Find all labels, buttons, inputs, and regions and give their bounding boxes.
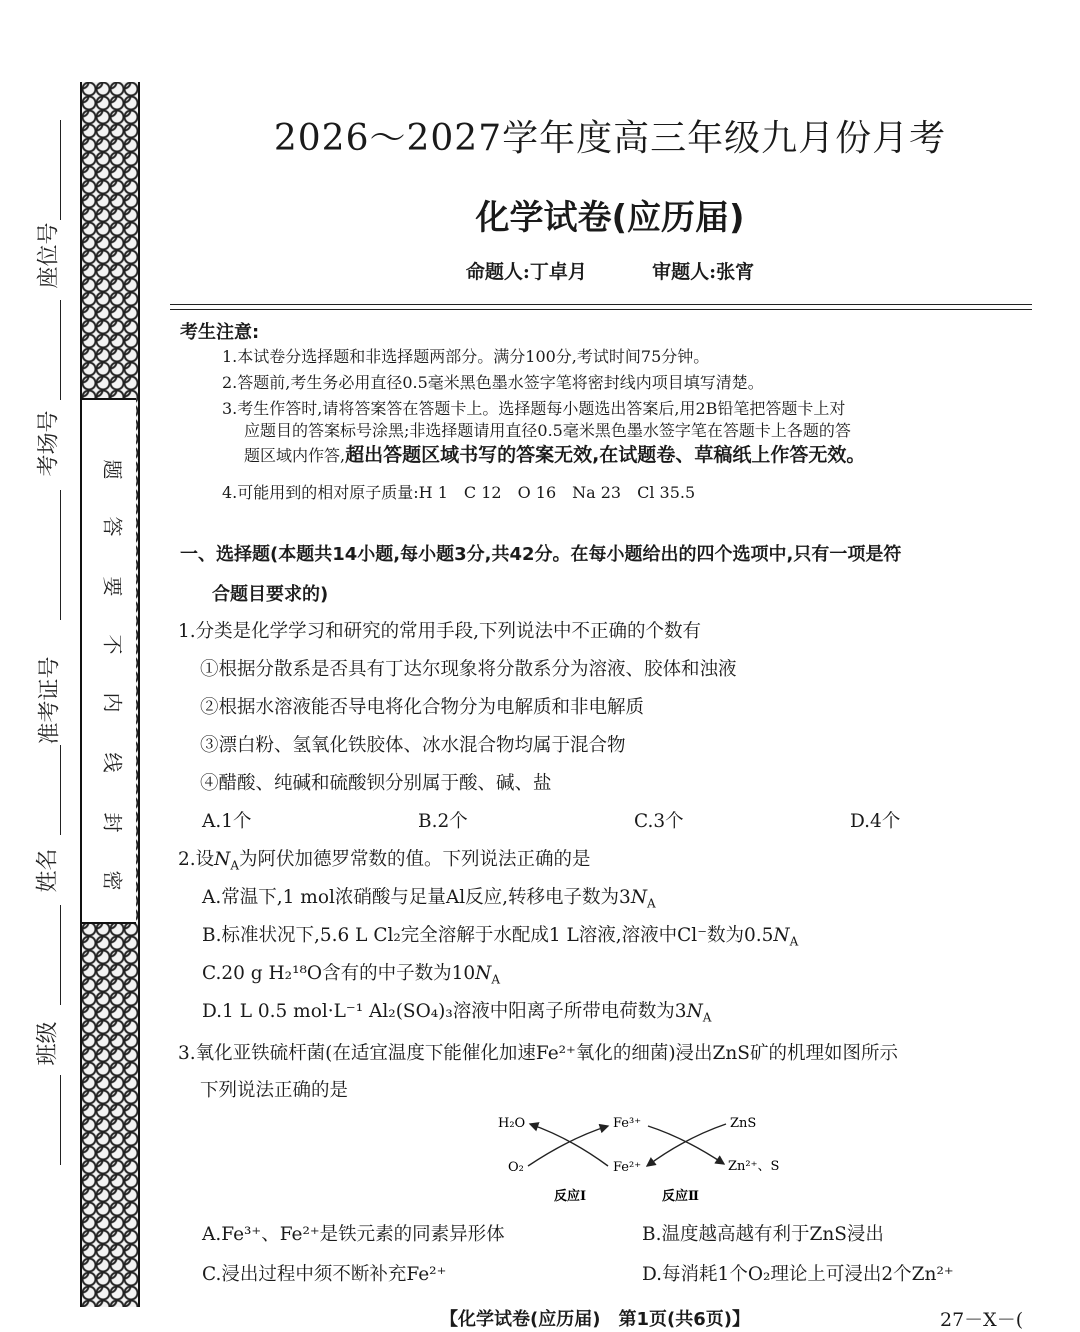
seat-fill-line (60, 120, 61, 220)
q2-stem-pre: 2.设 (178, 849, 215, 870)
notice-item: 3.考生作答时,请将答案答在答题卡上。选择题每小题选出答案后,用2B铅笔把答题卡上对 (222, 399, 846, 418)
diagram-o2: O₂ (508, 1160, 524, 1175)
question-2-stem (178, 845, 591, 871)
class-label: 班级 (35, 1021, 61, 1066)
notice-item: 2.答题前,考生务必用直径0.5毫米黑色墨水签字笔将密封线内项目填写清楚。 (222, 373, 764, 392)
question-1-option-b: B.2个 (418, 811, 468, 832)
seal-char: 线 (100, 752, 125, 773)
seal-char: 要 (100, 576, 125, 597)
seal-char: 内 (100, 692, 125, 713)
paper-code: 27－X－( (940, 1309, 1024, 1331)
diagram-fe3: Fe³⁺ (613, 1116, 642, 1131)
room-number-label: 考场号 (36, 410, 62, 477)
name-fill-line (60, 745, 61, 835)
na-symbol: N (773, 925, 790, 946)
diagram-fe2: Fe²⁺ (613, 1160, 642, 1175)
seal-char: 题 (100, 459, 125, 480)
question-3-option-d: D.每消耗1个O₂理论上可浸出2个Zn²⁺ (642, 1264, 954, 1285)
notice-heading: 考生注意: (180, 322, 260, 343)
q2-option-b-text: B.标准状况下,5.6 L Cl₂完全溶解于水配成1 L溶液,溶液中Cl⁻数为0.5 (202, 925, 774, 946)
section-heading: 一、选择题(本题共14小题,每小题3分,共42分。在每小题给出的四个选项中,只有一项是符 (180, 544, 902, 565)
question-3-option-c: C.浸出过程中须不断补充Fe²⁺ (202, 1264, 447, 1285)
class-fill-line (60, 905, 61, 1005)
question-1-stem: 1.分类是化学学习和研究的常用手段,下列说法中不正确的个数有 (178, 621, 702, 642)
na-subscript: A (789, 934, 799, 949)
admission-fill-line (60, 490, 61, 620)
authors-line (200, 257, 1020, 284)
arrow-fe3-to-products (648, 1126, 724, 1164)
seat-number-label: 座位号 (36, 222, 62, 289)
header-rule-2 (170, 309, 1032, 310)
reviewer: 审题人:张宵 (652, 261, 755, 283)
na-subscript: A (647, 896, 656, 911)
diagram-reaction-1: 反应Ⅰ (554, 1189, 587, 1204)
q2-option-d-text: D.1 L 0.5 mol·L⁻¹ Al₂(SO₄)₃溶液中阳离子所带电荷数为3 (202, 1001, 687, 1022)
na-symbol: N (686, 1001, 703, 1022)
exam-subtitle: 化学试卷(应历届) (475, 198, 745, 238)
class-fill-line-2 (60, 1075, 61, 1165)
question-1-option-a: A.1个 (202, 811, 252, 832)
author: 命题人:丁卓月 (465, 261, 587, 283)
q2-option-a-text: A.常温下,1 mol浓硝酸与足量Al反应,转移电子数为3 (202, 887, 631, 908)
na-symbol: N (475, 963, 492, 984)
q2-stem-post: 为阿伏加德罗常数的值。下列说法正确的是 (239, 849, 591, 870)
diagram-reaction-2: 反应Ⅱ (662, 1189, 699, 1204)
question-3-option-b: B.温度越高越有利于ZnS浸出 (642, 1224, 884, 1245)
diagram-products: Zn²⁺、S (728, 1159, 780, 1174)
notice-item-text: 题区域内作答, (244, 446, 346, 465)
diagram-h2o: H₂O (498, 1116, 526, 1131)
question-1-option-c: C.3个 (634, 811, 684, 832)
notice-item (244, 442, 1069, 469)
question-1-statement: ①根据分散系是否具有丁达尔现象将分散系分为溶液、胶体和浊液 (200, 659, 737, 680)
question-2-option-a (202, 883, 656, 909)
q2-option-c-text: C.20 g H₂¹⁸O含有的中子数为10 (202, 963, 476, 984)
notice-item: 应题目的答案标号涂黑;非选择题请用直径0.5毫米黑色墨水签字笔在答题卡上各题的答 (244, 421, 851, 440)
question-2-option-b (202, 921, 798, 947)
seal-char: 封 (100, 812, 125, 833)
exam-title: 2026～2027学年度高三年级九月份月考 (273, 118, 947, 159)
na-subscript: A (491, 972, 500, 987)
seal-char: 密 (100, 870, 125, 891)
seal-char: 不 (100, 634, 125, 655)
notice-emphasis: 超出答题区域书写的答案无效,在试题卷、草稿纸上作答无效。 (345, 444, 866, 466)
notice-item: 4.可能用到的相对原子质量:H 1 C 12 O 16 Na 23 Cl 35.5 (222, 483, 696, 502)
admission-number-label: 准考证号 (37, 656, 63, 745)
question-1-statement: ④醋酸、纯碱和硫酸钡分别属于酸、碱、盐 (200, 773, 552, 794)
question-1-statement: ③漂白粉、氢氧化铁胶体、冰水混合物均属于混合物 (200, 735, 626, 756)
na-subscript: A (702, 1010, 712, 1025)
na-symbol: N (630, 887, 647, 908)
question-3-option-a: A.Fe³⁺、Fe²⁺是铁元素的同素异形体 (202, 1224, 505, 1245)
section-heading-cont: 合题目要求的) (212, 584, 329, 605)
header-rule (170, 304, 1032, 305)
seal-char: 答 (100, 516, 125, 537)
notice-item: 1.本试卷分选择题和非选择题两部分。满分100分,考试时间75分钟。 (222, 347, 710, 366)
question-3-stem-cont: 下列说法正确的是 (200, 1080, 349, 1101)
page-footer: 【化学试卷(应历届) 第1页(共6页)】 (440, 1309, 750, 1330)
room-fill-line (60, 300, 61, 400)
question-2-option-d (202, 997, 711, 1023)
question-2-option-c (202, 959, 500, 985)
arrow-o2-to-fe3 (528, 1126, 608, 1166)
diagram-zns: ZnS (730, 1116, 757, 1131)
name-label: 姓名 (35, 848, 61, 893)
na-subscript: A (230, 858, 240, 873)
reaction-mechanism-diagram (490, 1108, 790, 1208)
question-1-statement: ②根据水溶液能否导电将化合物分为电解质和非电解质 (200, 697, 645, 718)
question-3-stem: 3.氧化亚铁硫杆菌(在适宜温度下能催化加速Fe²⁺氧化的细菌)浸出ZnS矿的机理如图所示 (178, 1043, 898, 1064)
question-1-option-d: D.4个 (850, 811, 901, 832)
na-symbol: N (214, 849, 231, 870)
